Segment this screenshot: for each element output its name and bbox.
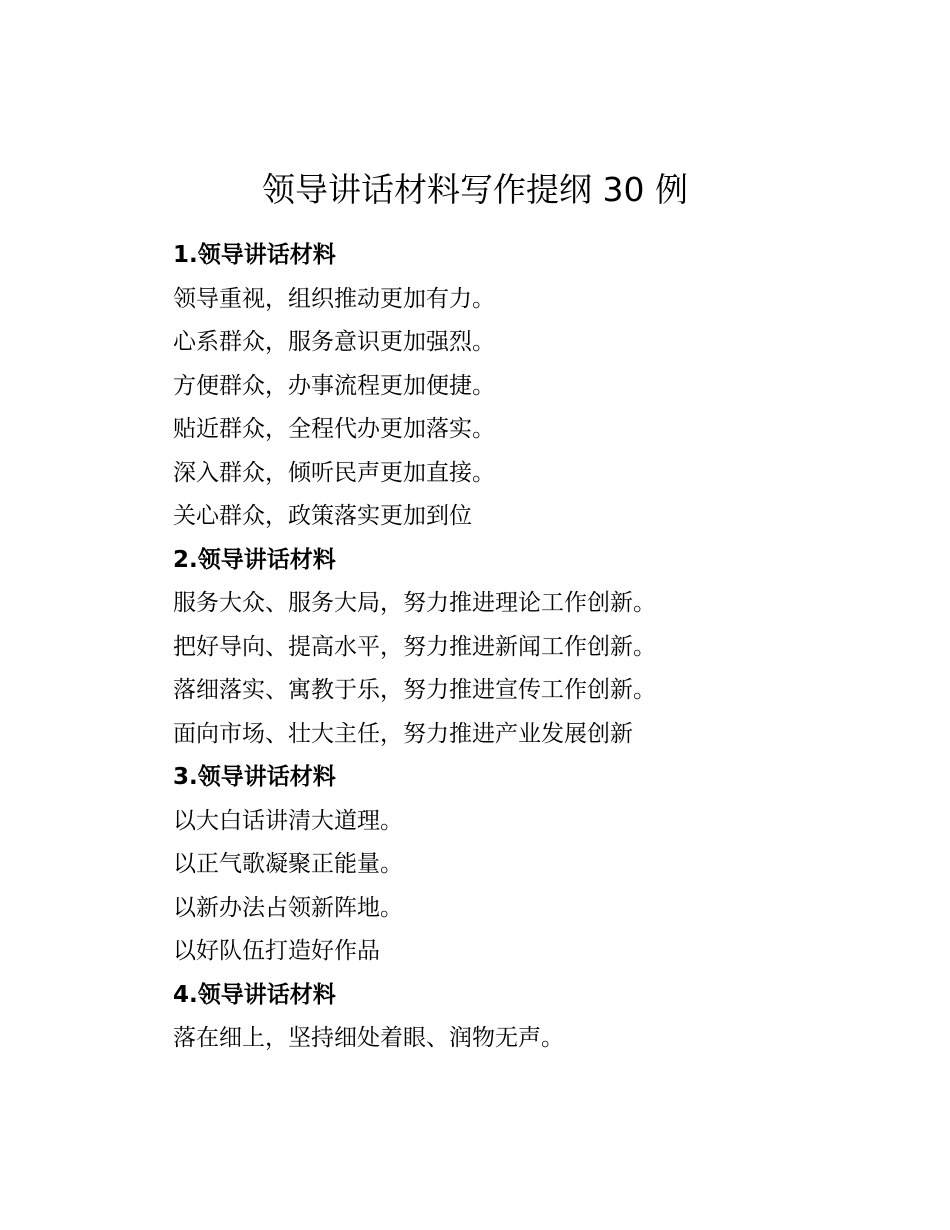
paragraph-line: 方便群众，办事流程更加便捷。: [173, 372, 495, 399]
paragraph-line: 以正气歌凝聚正能量。: [173, 851, 403, 877]
section-heading: 4.领导讲话材料: [173, 981, 336, 1008]
paragraph-line: 服务大众、服务大局，努力推进理论工作创新。: [173, 590, 656, 616]
paragraph-line: 以大白话讲清大道理。: [173, 807, 403, 834]
paragraph-line: 面向市场、壮大主任，努力推进产业发展创新: [173, 720, 633, 747]
section-heading: 2.领导讲话材料: [173, 546, 336, 573]
paragraph-line: 领导重视，组织推动更加有力。: [173, 285, 495, 312]
document-body: [173, 234, 893, 1061]
paragraph-line: 深入群众，倾听民声更加直接。: [173, 459, 495, 486]
paragraph-line: 贴近群众，全程代办更加落实。: [173, 416, 495, 442]
paragraph-line: 关心群众，政策落实更加到位: [173, 503, 472, 529]
section-heading: 3.领导讲话材料: [173, 764, 336, 790]
paragraph-line: 以新办法占领新阵地。: [173, 894, 403, 921]
paragraph-line: 把好导向、提高水平，努力推进新闻工作创新。: [173, 633, 656, 660]
paragraph-line: 落在细上，坚持细处着眼、润物无声。: [173, 1025, 564, 1051]
section-heading: 1.领导讲话材料: [173, 242, 336, 268]
document-title: 领导讲话材料写作提纲 30 例: [262, 170, 688, 209]
paragraph-line: 以好队伍打造好作品: [173, 938, 380, 964]
paragraph-line: 落细落实、寓教于乐，努力推进宣传工作创新。: [173, 677, 656, 703]
paragraph-line: 心系群众，服务意识更加强烈。: [173, 329, 495, 355]
